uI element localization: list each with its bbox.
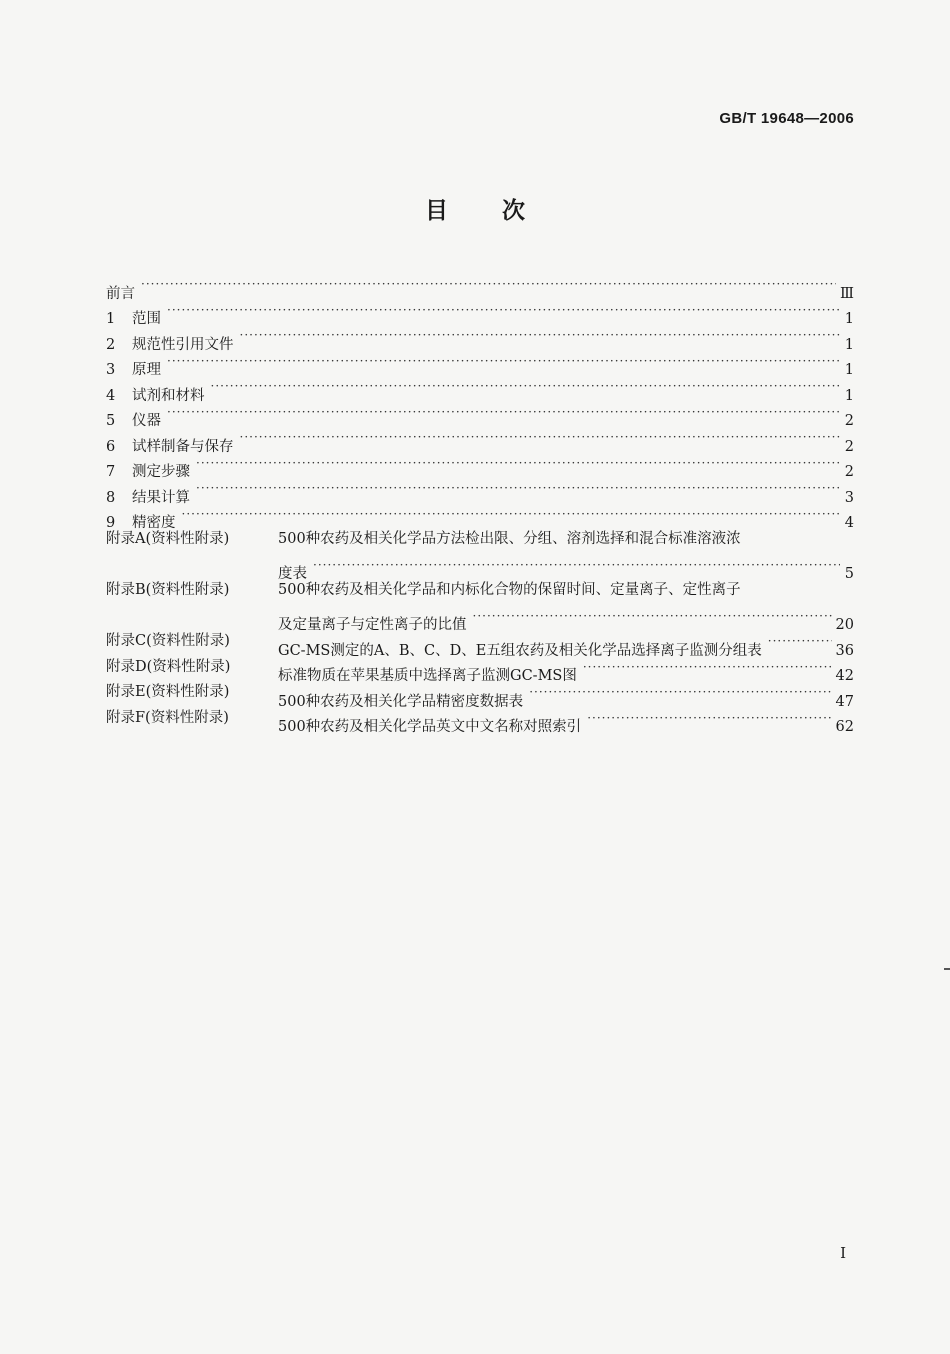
toc-entry-8[interactable] bbox=[106, 476, 854, 506]
leader-dots bbox=[167, 298, 840, 324]
toc-label: 测定步骤 bbox=[132, 464, 190, 480]
toc-page-number: 2 bbox=[844, 464, 854, 480]
toc-page-number: 4 bbox=[844, 515, 854, 531]
toc-page-number: 5 bbox=[844, 566, 854, 582]
toc-label: 规范性引用文件 bbox=[132, 336, 234, 353]
toc-label: 范围 bbox=[132, 311, 161, 327]
toc-label: 精密度 bbox=[132, 515, 176, 531]
leader-dots bbox=[240, 323, 841, 349]
toc-appendix-f[interactable] bbox=[106, 706, 854, 735]
toc-page-number: 62 bbox=[835, 719, 854, 735]
toc-page-number: 2 bbox=[844, 413, 854, 429]
leader-dots bbox=[529, 680, 831, 706]
toc-label: 试样制备与保存 bbox=[132, 438, 234, 455]
toc-entry-foreword[interactable] bbox=[106, 272, 854, 302]
toc-appendix-d[interactable] bbox=[106, 655, 854, 684]
page-title: 目次 bbox=[425, 198, 579, 224]
appendix-title-line: 500种农药及相关化学品精密度数据表 bbox=[278, 693, 524, 710]
toc-entry-2[interactable] bbox=[106, 323, 854, 353]
leader-dots bbox=[473, 604, 832, 630]
toc-page-number: 1 bbox=[844, 311, 854, 327]
toc-page-number: 3 bbox=[844, 489, 854, 506]
toc-page-number: 47 bbox=[835, 693, 854, 710]
toc-label: 试剂和材料 bbox=[132, 387, 205, 404]
toc-entry-5[interactable] bbox=[106, 400, 854, 429]
page-folio: I bbox=[840, 1244, 846, 1262]
toc-page-number: 36 bbox=[835, 642, 854, 659]
toc-number: 2 bbox=[106, 336, 116, 353]
leader-dots bbox=[141, 272, 836, 298]
toc-label: 仪器 bbox=[132, 413, 161, 429]
toc-label: 前言 bbox=[106, 285, 135, 302]
appendix-key: 附录D(资料性附录) bbox=[106, 658, 231, 675]
leader-dots bbox=[583, 655, 832, 681]
appendix-key: 附录A(资料性附录) bbox=[106, 531, 230, 547]
leader-dots bbox=[196, 476, 840, 502]
toc-number: 4 bbox=[106, 387, 116, 404]
toc-appendix-e[interactable] bbox=[106, 680, 854, 710]
toc-entry-1[interactable] bbox=[106, 298, 854, 327]
scan-mark bbox=[944, 968, 950, 970]
toc-number: 8 bbox=[106, 489, 116, 506]
toc-number: 1 bbox=[106, 311, 116, 327]
leader-dots bbox=[240, 425, 841, 451]
toc-number: 6 bbox=[106, 438, 116, 455]
toc-page-number: 1 bbox=[844, 362, 854, 378]
toc-appendix-a[interactable] bbox=[106, 527, 854, 582]
toc-entry-9[interactable] bbox=[106, 502, 854, 531]
standard-number: GB/T 19648—2006 bbox=[719, 110, 854, 127]
toc-page-number: Ⅲ bbox=[840, 285, 854, 302]
toc-page-number: 1 bbox=[844, 387, 854, 404]
appendix-title-line: 500种农药及相关化学品方法检出限、分组、溶剂选择和混合标准溶液浓 bbox=[278, 531, 741, 547]
leader-dots bbox=[167, 400, 840, 426]
appendix-title-line: 及定量离子与定性离子的比值 bbox=[278, 617, 467, 633]
appendix-title-line: 500种农药及相关化学品和内标化合物的保留时间、定量离子、定性离子 bbox=[278, 582, 741, 598]
toc-number: 3 bbox=[106, 362, 116, 378]
leader-dots bbox=[182, 502, 841, 528]
table-of-contents bbox=[106, 272, 854, 735]
toc-page-number: 1 bbox=[844, 336, 854, 353]
toc-entry-7[interactable] bbox=[106, 451, 854, 480]
leader-dots bbox=[196, 451, 840, 477]
toc-entry-4[interactable] bbox=[106, 374, 854, 404]
toc-entry-3[interactable] bbox=[106, 349, 854, 378]
appendix-title-line: 标准物质在苹果基质中选择离子监测GC-MS图 bbox=[278, 668, 577, 684]
toc-label: 结果计算 bbox=[132, 489, 190, 506]
appendix-key: 附录F(资料性附录) bbox=[106, 709, 229, 726]
leader-dots bbox=[768, 629, 832, 655]
toc-page-number: 2 bbox=[844, 438, 854, 455]
toc-entry-6[interactable] bbox=[106, 425, 854, 455]
toc-label: 原理 bbox=[132, 362, 161, 378]
appendix-key: 附录C(资料性附录) bbox=[106, 633, 230, 649]
toc-appendix-b[interactable] bbox=[106, 578, 854, 633]
appendix-title-line: GC-MS测定的A、B、C、D、E五组农药及相关化学品选择离子监测分组表 bbox=[278, 642, 762, 659]
appendix-title-line: 500种农药及相关化学品英文中文名称对照索引 bbox=[278, 719, 582, 735]
leader-dots bbox=[587, 706, 831, 732]
leader-dots bbox=[167, 349, 840, 375]
toc-number: 9 bbox=[106, 515, 116, 531]
appendix-key: 附录E(资料性附录) bbox=[106, 684, 230, 700]
appendix-key: 附录B(资料性附录) bbox=[106, 582, 230, 598]
appendix-title-line: 度表 bbox=[278, 566, 307, 582]
toc-number: 7 bbox=[106, 464, 116, 480]
toc-appendix-c[interactable] bbox=[106, 629, 854, 659]
toc-number: 5 bbox=[106, 413, 116, 429]
leader-dots bbox=[211, 374, 841, 400]
leader-dots bbox=[313, 553, 840, 579]
toc-page-number: 20 bbox=[835, 617, 854, 633]
toc-page-number: 42 bbox=[835, 668, 854, 684]
